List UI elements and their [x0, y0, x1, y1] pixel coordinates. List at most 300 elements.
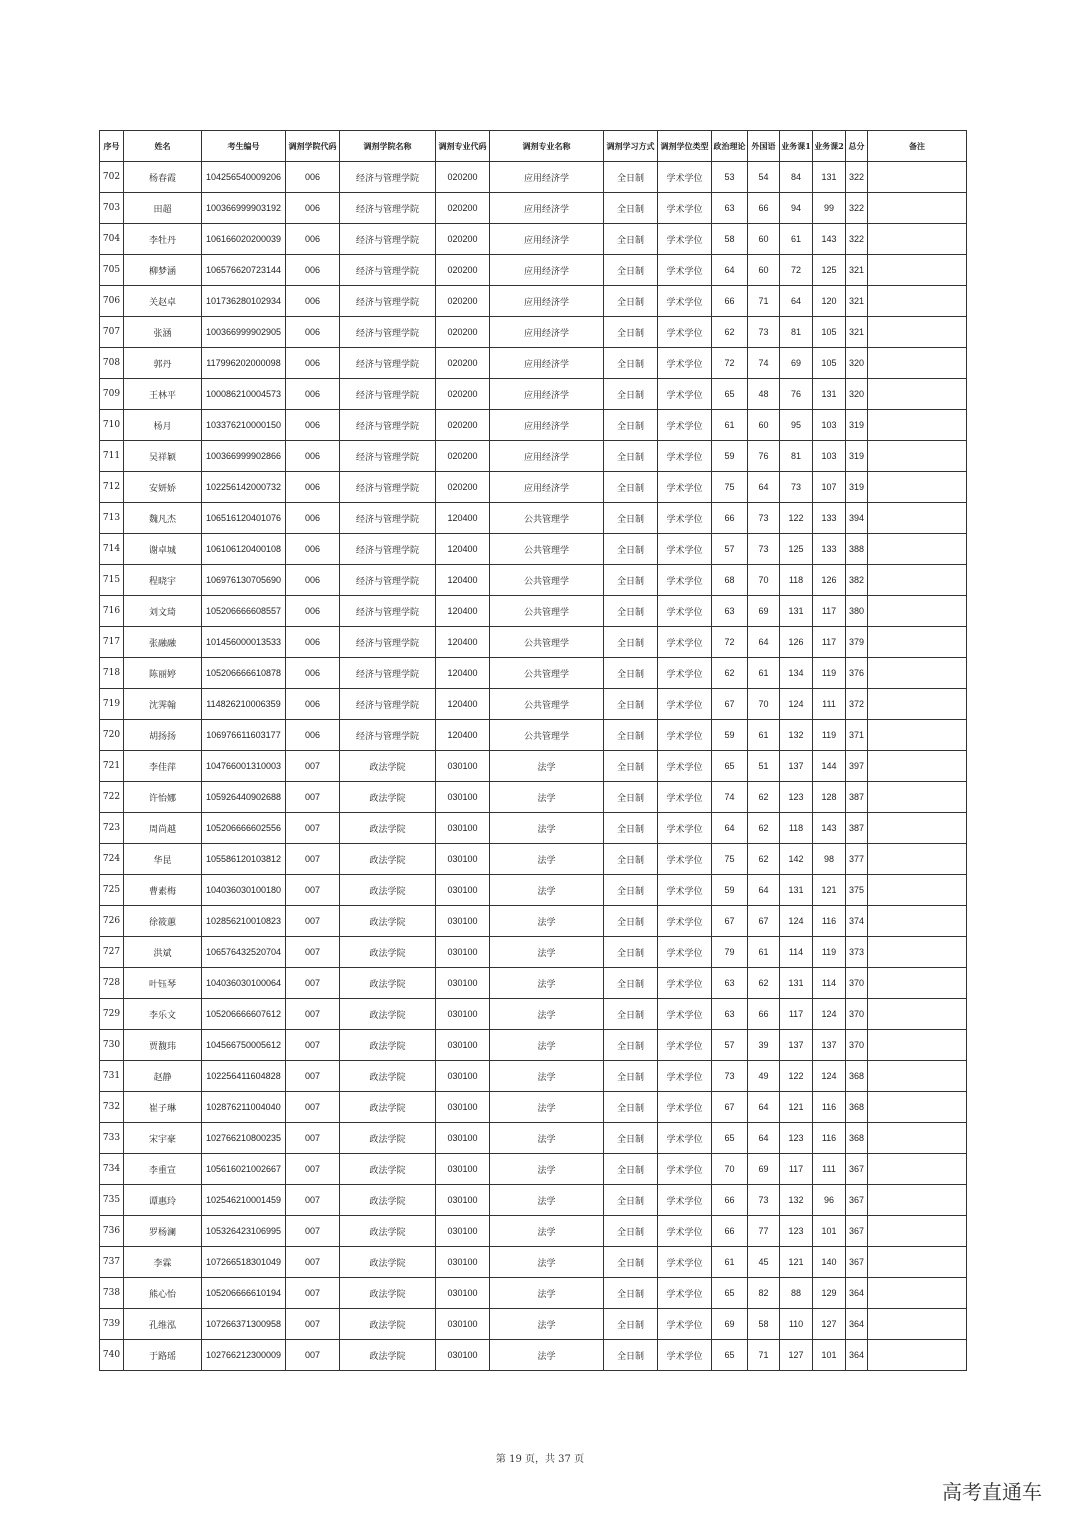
table-cell: 法学	[490, 1092, 604, 1123]
table-cell: 724	[100, 844, 124, 875]
table-cell: 应用经济学	[490, 472, 604, 503]
table-cell: 007	[286, 1340, 340, 1371]
table-cell: 007	[286, 813, 340, 844]
table-cell: 007	[286, 1247, 340, 1278]
table-row	[100, 627, 967, 658]
table-cell: 105206666608557	[202, 596, 286, 627]
table-cell: 104566750005612	[202, 1030, 286, 1061]
table-cell: 59	[712, 720, 748, 751]
table-cell: 全日制	[604, 255, 658, 286]
table-cell: 320	[846, 379, 868, 410]
table-cell: 006	[286, 348, 340, 379]
table-cell: 020200	[436, 317, 490, 348]
table-cell: 116	[813, 1123, 846, 1154]
table-cell: 65	[712, 1278, 748, 1309]
table-cell: 73	[780, 472, 813, 503]
table-cell: 李霖	[124, 1247, 202, 1278]
table-cell: 政法学院	[340, 1247, 436, 1278]
table-cell: 715	[100, 565, 124, 596]
table-cell: 于路瑶	[124, 1340, 202, 1371]
table-cell: 121	[813, 875, 846, 906]
table-cell: 全日制	[604, 1216, 658, 1247]
table-cell: 公共管理学	[490, 503, 604, 534]
table-cell: 117	[780, 1154, 813, 1185]
table-cell: 124	[780, 689, 813, 720]
column-header: 调剂学习方式	[604, 131, 658, 162]
table-cell: 030100	[436, 1030, 490, 1061]
table-cell: 73	[748, 503, 780, 534]
table-cell: 61	[712, 1247, 748, 1278]
table-cell: 62	[748, 968, 780, 999]
table-cell: 394	[846, 503, 868, 534]
table-row	[100, 1030, 967, 1061]
table-cell: 学术学位	[658, 1340, 712, 1371]
table-cell: 全日制	[604, 1123, 658, 1154]
table-cell: 法学	[490, 906, 604, 937]
table-cell: 曹素梅	[124, 875, 202, 906]
table-cell: 法学	[490, 1309, 604, 1340]
table-row	[100, 1216, 967, 1247]
table-row	[100, 348, 967, 379]
column-header: 序号	[100, 131, 124, 162]
table-cell: 45	[748, 1247, 780, 1278]
table-cell: 71	[748, 286, 780, 317]
table-cell: 124	[813, 999, 846, 1030]
table-cell: 722	[100, 782, 124, 813]
table-cell: 陈丽婷	[124, 658, 202, 689]
table-cell: 经济与管理学院	[340, 627, 436, 658]
table-cell: 142	[780, 844, 813, 875]
table-row	[100, 1154, 967, 1185]
table-cell: 71	[748, 1340, 780, 1371]
table-row	[100, 1309, 967, 1340]
table-cell: 许怡娜	[124, 782, 202, 813]
table-cell: 62	[748, 844, 780, 875]
table-cell: 143	[813, 224, 846, 255]
table-cell: 经济与管理学院	[340, 410, 436, 441]
table-cell	[868, 1278, 967, 1309]
table-cell: 法学	[490, 844, 604, 875]
table-cell: 法学	[490, 782, 604, 813]
table-row	[100, 472, 967, 503]
table-cell: 121	[780, 1092, 813, 1123]
table-cell: 105206666610878	[202, 658, 286, 689]
column-header: 业务课2	[813, 131, 846, 162]
table-cell: 117	[813, 596, 846, 627]
table-cell: 72	[780, 255, 813, 286]
table-row	[100, 689, 967, 720]
table-cell: 政法学院	[340, 1185, 436, 1216]
table-row	[100, 1340, 967, 1371]
table-cell: 125	[813, 255, 846, 286]
table-cell: 学术学位	[658, 224, 712, 255]
table-cell: 737	[100, 1247, 124, 1278]
watermark-text: 高考直通车	[942, 1480, 1042, 1504]
table-cell: 61	[780, 224, 813, 255]
table-cell	[868, 844, 967, 875]
table-cell: 397	[846, 751, 868, 782]
table-cell: 经济与管理学院	[340, 286, 436, 317]
table-cell: 经济与管理学院	[340, 596, 436, 627]
table-cell: 徐筱蕙	[124, 906, 202, 937]
table-cell: 61	[748, 658, 780, 689]
table-cell: 030100	[436, 813, 490, 844]
table-cell: 123	[780, 1123, 813, 1154]
table-cell	[868, 317, 967, 348]
table-cell: 103376210000150	[202, 410, 286, 441]
table-cell: 111	[813, 1154, 846, 1185]
table-cell: 107266518301049	[202, 1247, 286, 1278]
table-cell: 319	[846, 441, 868, 472]
table-cell: 006	[286, 565, 340, 596]
table-row	[100, 162, 967, 193]
table-cell: 114826210006359	[202, 689, 286, 720]
table-cell: 李重宣	[124, 1154, 202, 1185]
table-cell	[868, 1185, 967, 1216]
table-cell: 39	[748, 1030, 780, 1061]
table-cell: 66	[748, 999, 780, 1030]
table-row	[100, 875, 967, 906]
table-cell: 62	[748, 782, 780, 813]
table-cell: 李乐文	[124, 999, 202, 1030]
table-cell: 学术学位	[658, 906, 712, 937]
table-cell: 007	[286, 1185, 340, 1216]
table-cell: 67	[712, 689, 748, 720]
table-cell: 全日制	[604, 937, 658, 968]
table-cell: 104036030100180	[202, 875, 286, 906]
table-cell	[868, 751, 967, 782]
table-cell: 应用经济学	[490, 193, 604, 224]
table-cell: 105	[813, 317, 846, 348]
table-cell: 131	[780, 596, 813, 627]
table-cell: 322	[846, 224, 868, 255]
table-cell: 全日制	[604, 1185, 658, 1216]
table-cell: 全日制	[604, 503, 658, 534]
table-cell: 全日制	[604, 162, 658, 193]
table-cell: 胡扬扬	[124, 720, 202, 751]
table-cell: 全日制	[604, 1030, 658, 1061]
table-cell: 020200	[436, 162, 490, 193]
table-cell: 120400	[436, 689, 490, 720]
table-row	[100, 193, 967, 224]
table-cell: 经济与管理学院	[340, 503, 436, 534]
table-cell: 102766210800235	[202, 1123, 286, 1154]
table-cell: 公共管理学	[490, 534, 604, 565]
table-cell: 64	[748, 472, 780, 503]
table-cell: 322	[846, 162, 868, 193]
table-cell: 144	[813, 751, 846, 782]
table-cell: 706	[100, 286, 124, 317]
table-cell: 120400	[436, 658, 490, 689]
table-cell: 66	[712, 286, 748, 317]
table-cell: 006	[286, 379, 340, 410]
table-cell: 学术学位	[658, 1278, 712, 1309]
table-cell	[868, 286, 967, 317]
table-cell: 67	[748, 906, 780, 937]
table-cell: 学术学位	[658, 565, 712, 596]
table-cell: 安妍娇	[124, 472, 202, 503]
table-cell: 704	[100, 224, 124, 255]
column-header: 备注	[868, 131, 967, 162]
table-cell: 007	[286, 937, 340, 968]
table-row	[100, 317, 967, 348]
table-cell: 全日制	[604, 596, 658, 627]
table-cell: 105926440902688	[202, 782, 286, 813]
table-cell: 106576432520704	[202, 937, 286, 968]
table-cell: 030100	[436, 782, 490, 813]
table-cell: 66	[712, 1185, 748, 1216]
table-cell: 102856210010823	[202, 906, 286, 937]
table-cell: 杨春霞	[124, 162, 202, 193]
table-cell: 72	[712, 348, 748, 379]
page-number: 第 19 页，共 37 页	[495, 1454, 585, 1465]
table-cell: 735	[100, 1185, 124, 1216]
table-row	[100, 379, 967, 410]
table-cell: 公共管理学	[490, 596, 604, 627]
table-cell	[868, 534, 967, 565]
table-cell: 134	[780, 658, 813, 689]
table-cell: 020200	[436, 224, 490, 255]
table-cell: 94	[780, 193, 813, 224]
table-cell: 学术学位	[658, 286, 712, 317]
column-header: 政治理论	[712, 131, 748, 162]
table-cell: 57	[712, 1030, 748, 1061]
table-cell: 法学	[490, 937, 604, 968]
table-cell: 学术学位	[658, 968, 712, 999]
table-cell: 70	[712, 1154, 748, 1185]
table-cell: 法学	[490, 1185, 604, 1216]
table-cell	[868, 1247, 967, 1278]
table-cell: 王林平	[124, 379, 202, 410]
table-cell: 63	[712, 596, 748, 627]
table-cell: 60	[748, 224, 780, 255]
table-cell: 79	[712, 937, 748, 968]
table-cell: 政法学院	[340, 1278, 436, 1309]
table-cell: 69	[748, 596, 780, 627]
table-cell	[868, 1154, 967, 1185]
table-cell: 63	[712, 193, 748, 224]
table-cell: 81	[780, 441, 813, 472]
table-cell: 129	[813, 1278, 846, 1309]
table-cell: 全日制	[604, 968, 658, 999]
table-cell: 全日制	[604, 720, 658, 751]
table-cell: 田超	[124, 193, 202, 224]
table-cell: 学术学位	[658, 503, 712, 534]
table-cell: 101	[813, 1340, 846, 1371]
table-cell: 714	[100, 534, 124, 565]
table-cell: 137	[780, 751, 813, 782]
table-cell: 法学	[490, 1216, 604, 1247]
table-cell: 全日制	[604, 441, 658, 472]
column-header: 调剂学位类型	[658, 131, 712, 162]
table-cell: 经济与管理学院	[340, 379, 436, 410]
table-cell: 120	[813, 286, 846, 317]
table-cell: 119	[813, 937, 846, 968]
table-cell: 63	[712, 999, 748, 1030]
table-cell: 经济与管理学院	[340, 162, 436, 193]
table-row	[100, 1185, 967, 1216]
table-cell: 60	[748, 410, 780, 441]
table-cell: 61	[748, 720, 780, 751]
table-cell: 法学	[490, 1247, 604, 1278]
table-cell: 66	[712, 503, 748, 534]
table-cell: 学术学位	[658, 782, 712, 813]
table-cell: 全日制	[604, 1154, 658, 1185]
table-cell: 132	[780, 1185, 813, 1216]
table-cell: 应用经济学	[490, 441, 604, 472]
table-cell: 学术学位	[658, 162, 712, 193]
table-cell: 经济与管理学院	[340, 720, 436, 751]
table-cell: 关赵卓	[124, 286, 202, 317]
table-cell	[868, 162, 967, 193]
table-cell	[868, 1030, 967, 1061]
table-cell: 007	[286, 1123, 340, 1154]
table-cell: 应用经济学	[490, 348, 604, 379]
table-cell: 61	[712, 410, 748, 441]
table-cell: 57	[712, 534, 748, 565]
table-cell: 全日制	[604, 658, 658, 689]
table-row	[100, 658, 967, 689]
table-cell: 104036030100064	[202, 968, 286, 999]
table-cell: 学术学位	[658, 1216, 712, 1247]
table-cell: 105	[813, 348, 846, 379]
table-cell	[868, 565, 967, 596]
table-cell: 杨月	[124, 410, 202, 441]
table-cell: 全日制	[604, 348, 658, 379]
table-cell: 030100	[436, 1123, 490, 1154]
table-cell	[868, 193, 967, 224]
table-cell: 720	[100, 720, 124, 751]
column-header: 调剂专业代码	[436, 131, 490, 162]
table-cell: 124	[780, 906, 813, 937]
table-cell: 政法学院	[340, 1154, 436, 1185]
table-cell: 127	[780, 1340, 813, 1371]
table-cell: 107266371300958	[202, 1309, 286, 1340]
table-cell: 全日制	[604, 1278, 658, 1309]
table-cell	[868, 441, 967, 472]
table-cell: 64	[712, 255, 748, 286]
table-cell: 102546210001459	[202, 1185, 286, 1216]
table-cell: 70	[748, 689, 780, 720]
table-cell: 法学	[490, 968, 604, 999]
table-row	[100, 844, 967, 875]
table-row	[100, 813, 967, 844]
table-cell: 007	[286, 1216, 340, 1247]
table-cell: 114	[780, 937, 813, 968]
column-header: 考生编号	[202, 131, 286, 162]
table-cell: 76	[780, 379, 813, 410]
table-cell: 124	[813, 1061, 846, 1092]
table-cell: 102766212300009	[202, 1340, 286, 1371]
table-cell: 经济与管理学院	[340, 193, 436, 224]
table-cell: 367	[846, 1247, 868, 1278]
table-cell: 84	[780, 162, 813, 193]
table-cell: 经济与管理学院	[340, 689, 436, 720]
table-cell: 030100	[436, 937, 490, 968]
table-cell: 公共管理学	[490, 720, 604, 751]
table-cell: 学术学位	[658, 720, 712, 751]
table-cell: 734	[100, 1154, 124, 1185]
table-cell: 政法学院	[340, 813, 436, 844]
table-cell: 政法学院	[340, 999, 436, 1030]
column-header: 调剂专业名称	[490, 131, 604, 162]
table-cell: 58	[748, 1309, 780, 1340]
table-cell: 政法学院	[340, 1092, 436, 1123]
table-cell: 126	[780, 627, 813, 658]
table-cell	[868, 875, 967, 906]
table-cell: 政法学院	[340, 906, 436, 937]
table-cell: 学术学位	[658, 534, 712, 565]
table-cell: 030100	[436, 1278, 490, 1309]
table-cell	[868, 813, 967, 844]
table-cell: 137	[813, 1030, 846, 1061]
table-cell: 吴祥颖	[124, 441, 202, 472]
table-cell: 030100	[436, 875, 490, 906]
table-cell	[868, 999, 967, 1030]
table-cell: 121	[780, 1247, 813, 1278]
table-cell: 学术学位	[658, 193, 712, 224]
table-cell: 经济与管理学院	[340, 255, 436, 286]
table-cell: 006	[286, 627, 340, 658]
table-cell	[868, 689, 967, 720]
table-cell: 117	[780, 999, 813, 1030]
table-cell	[868, 937, 967, 968]
table-cell: 020200	[436, 286, 490, 317]
table-cell: 67	[712, 906, 748, 937]
table-cell: 公共管理学	[490, 565, 604, 596]
table-cell: 106976611603177	[202, 720, 286, 751]
table-cell: 030100	[436, 751, 490, 782]
table-cell: 法学	[490, 1278, 604, 1309]
table-cell: 应用经济学	[490, 255, 604, 286]
table-cell: 006	[286, 193, 340, 224]
table-cell: 007	[286, 782, 340, 813]
table-cell: 110	[780, 1309, 813, 1340]
column-header: 调剂学院代码	[286, 131, 340, 162]
table-cell: 49	[748, 1061, 780, 1092]
column-header: 总分	[846, 131, 868, 162]
table-cell: 政法学院	[340, 1030, 436, 1061]
table-cell	[868, 627, 967, 658]
table-cell: 006	[286, 658, 340, 689]
table-row	[100, 534, 967, 565]
table-cell: 法学	[490, 1061, 604, 1092]
table-cell: 学术学位	[658, 1154, 712, 1185]
table-cell: 710	[100, 410, 124, 441]
table-row	[100, 224, 967, 255]
table-cell: 99	[813, 193, 846, 224]
column-header: 调剂学院名称	[340, 131, 436, 162]
table-cell: 经济与管理学院	[340, 441, 436, 472]
table-cell: 723	[100, 813, 124, 844]
table-cell: 007	[286, 1154, 340, 1185]
table-cell: 006	[286, 720, 340, 751]
table-cell	[868, 596, 967, 627]
table-cell: 公共管理学	[490, 689, 604, 720]
table-cell: 学术学位	[658, 689, 712, 720]
table-cell: 375	[846, 875, 868, 906]
table-cell: 程晓宇	[124, 565, 202, 596]
table-cell: 114	[813, 968, 846, 999]
table-cell: 学术学位	[658, 1092, 712, 1123]
table-cell: 101736280102934	[202, 286, 286, 317]
table-cell: 387	[846, 813, 868, 844]
table-cell: 72	[712, 627, 748, 658]
table-cell: 373	[846, 937, 868, 968]
table-cell: 69	[748, 1154, 780, 1185]
table-cell	[868, 255, 967, 286]
table-cell: 63	[712, 968, 748, 999]
